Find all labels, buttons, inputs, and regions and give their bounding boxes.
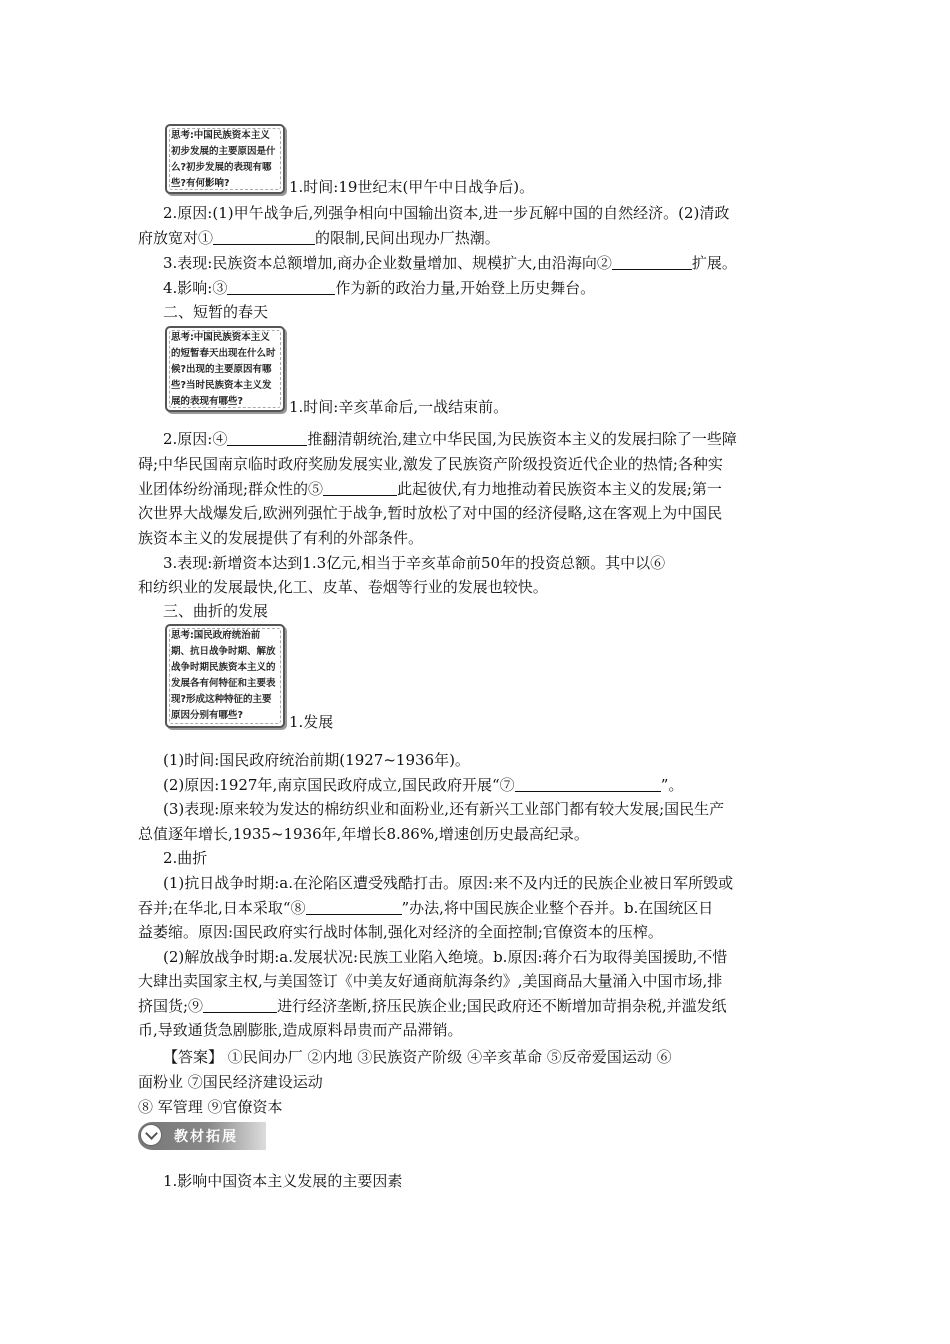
s3-development: 1.发展 [289,713,334,731]
s3-show-line2: 总值逐年增长,1935~1936年,年增长8.86%,增速创历史最高纪录。 [138,825,589,843]
s3-lib-line4: 币,导致通货急剧膨胀,造成原料昂贵而产品滞销。 [138,1021,463,1039]
s1-reason-line2: 府放宽对① 的限制,民间出现办厂热潮。 [138,229,500,247]
s2-reason-line4: 次世界大战爆发后,欧洲列强忙于战争,暂时放松了对中国的经济侵略,这在客观上为中国民 [138,504,723,522]
s2-reason-line3: 业团体纷纷涌现;群众性的⑤ 此起彼伏,有力地推动着民族资本主义的发展;第一 [138,480,722,498]
chevron-down-icon [140,1124,162,1146]
heading-2: 二、短暂的春天 [163,303,269,321]
blank-5 [323,480,397,496]
think-box-1: 思考:中国民族资本主义初步发展的主要原因是什么?初步发展的表现有哪些?有何影响? [165,124,285,194]
s3-lib-line1: (2)解放战争时期:a.发展状况:民族工业陷入绝境。b.原因:蒋介石为取得美国援助,不惜 [163,948,728,966]
blank-2 [612,254,692,270]
s1-show: 3.表现:民族资本总额增加,商办企业数量增加、规模扩大,由沿海向② 扩展。 [163,254,737,272]
s3-turn: 2.曲折 [163,849,208,867]
blank-9 [203,997,277,1013]
blank-8 [306,899,402,915]
s3-lib-line3: 挤国货;⑨ 进行经济垄断,挤压民族企业;国民政府还不断增加苛捐杂税,并滥发纸 [138,997,727,1015]
s1-reason-line1: 2.原因:(1)甲午战争后,列强争相向中国输出资本,进一步瓦解中国的自然经济。(2)清政 [163,204,730,222]
s2-time: 1.时间:辛亥革命后,一战结束前。 [289,398,509,416]
think-box-3: 思考:国民政府统治前期、抗日战争时期、解放战争时期民族资本主义的发展各有何特征和主要表现?形成这种特征的主要原因分别有哪些? [165,624,285,728]
s1-effect: 4.影响:③ 作为新的政治力量,开始登上历史舞台。 [163,279,596,297]
s3-war-line3: 益萎缩。原因:国民政府实行战时体制,强化对经济的全面控制;官僚资本的压榨。 [138,923,663,941]
blank-7 [515,776,661,792]
s2-reason-line1: 2.原因:④ 推翻清朝统治,建立中华民国,为民族资本主义的发展扫除了一些障 [163,430,737,448]
answer-line1: 【答案】 ①民间办厂 ②内地 ③民族资产阶级 ④辛亥革命 ⑤反帝爱国运动 ⑥ [163,1048,672,1066]
section-banner [138,1122,266,1150]
s2-reason-line5: 族资本主义的发展提供了有利的外部条件。 [138,529,424,547]
banner-title: 教材拓展 [174,1129,238,1145]
s2-show-line2: 和纺织业的发展最快,化工、皮革、卷烟等行业的发展也较快。 [138,578,548,596]
s1-time: 1.时间:19世纪末(甲午中日战争后)。 [289,178,535,196]
blank-4 [227,430,307,446]
s2-show-line1: 3.表现:新增资本达到1.3亿元,相当于辛亥革命前50年的投资总额。其中以⑥ [163,554,666,572]
heading-3: 三、曲折的发展 [163,602,269,620]
s3-time: (1)时间:国民政府统治前期(1927~1936年)。 [163,751,470,769]
think-box-2: 思考:中国民族资本主义的短暂春天出现在什么时候?出现的主要原因有哪些?当时民族资本主义发展的表现有哪些? [165,326,285,412]
blank-3 [227,279,335,295]
s3-war-line2: 吞并;在华北,日本采取“⑧ ”办法,将中国民族企业整个吞并。b.在国统区日 [138,899,714,917]
extension-item-1: 1.影响中国资本主义发展的主要因素 [163,1172,403,1190]
answer-line2: 面粉业 ⑦国民经济建设运动 [138,1073,323,1091]
blank-1 [213,229,315,245]
s3-war-line1: (1)抗日战争时期:a.在沦陷区遭受残酷打击。原因:来不及内迁的民族企业被日军所毁或 [163,874,734,892]
answer-line3: ⑧ 军管理 ⑨官僚资本 [138,1098,283,1116]
s3-reason: (2)原因:1927年,南京国民政府成立,国民政府开展“⑦ ”。 [163,776,684,794]
s2-reason-line2: 碍;中华民国南京临时政府奖励发展实业,激发了民族资产阶级投资近代企业的热情;各种实 [138,455,723,473]
s3-show-line1: (3)表现:原来较为发达的棉纺织业和面粉业,还有新兴工业部门都有较大发展;国民生产 [163,800,725,818]
s3-lib-line2: 大肆出卖国家主权,与美国签订《中美友好通商航海条约》,美国商品大量涌入中国市场,排 [138,972,723,990]
